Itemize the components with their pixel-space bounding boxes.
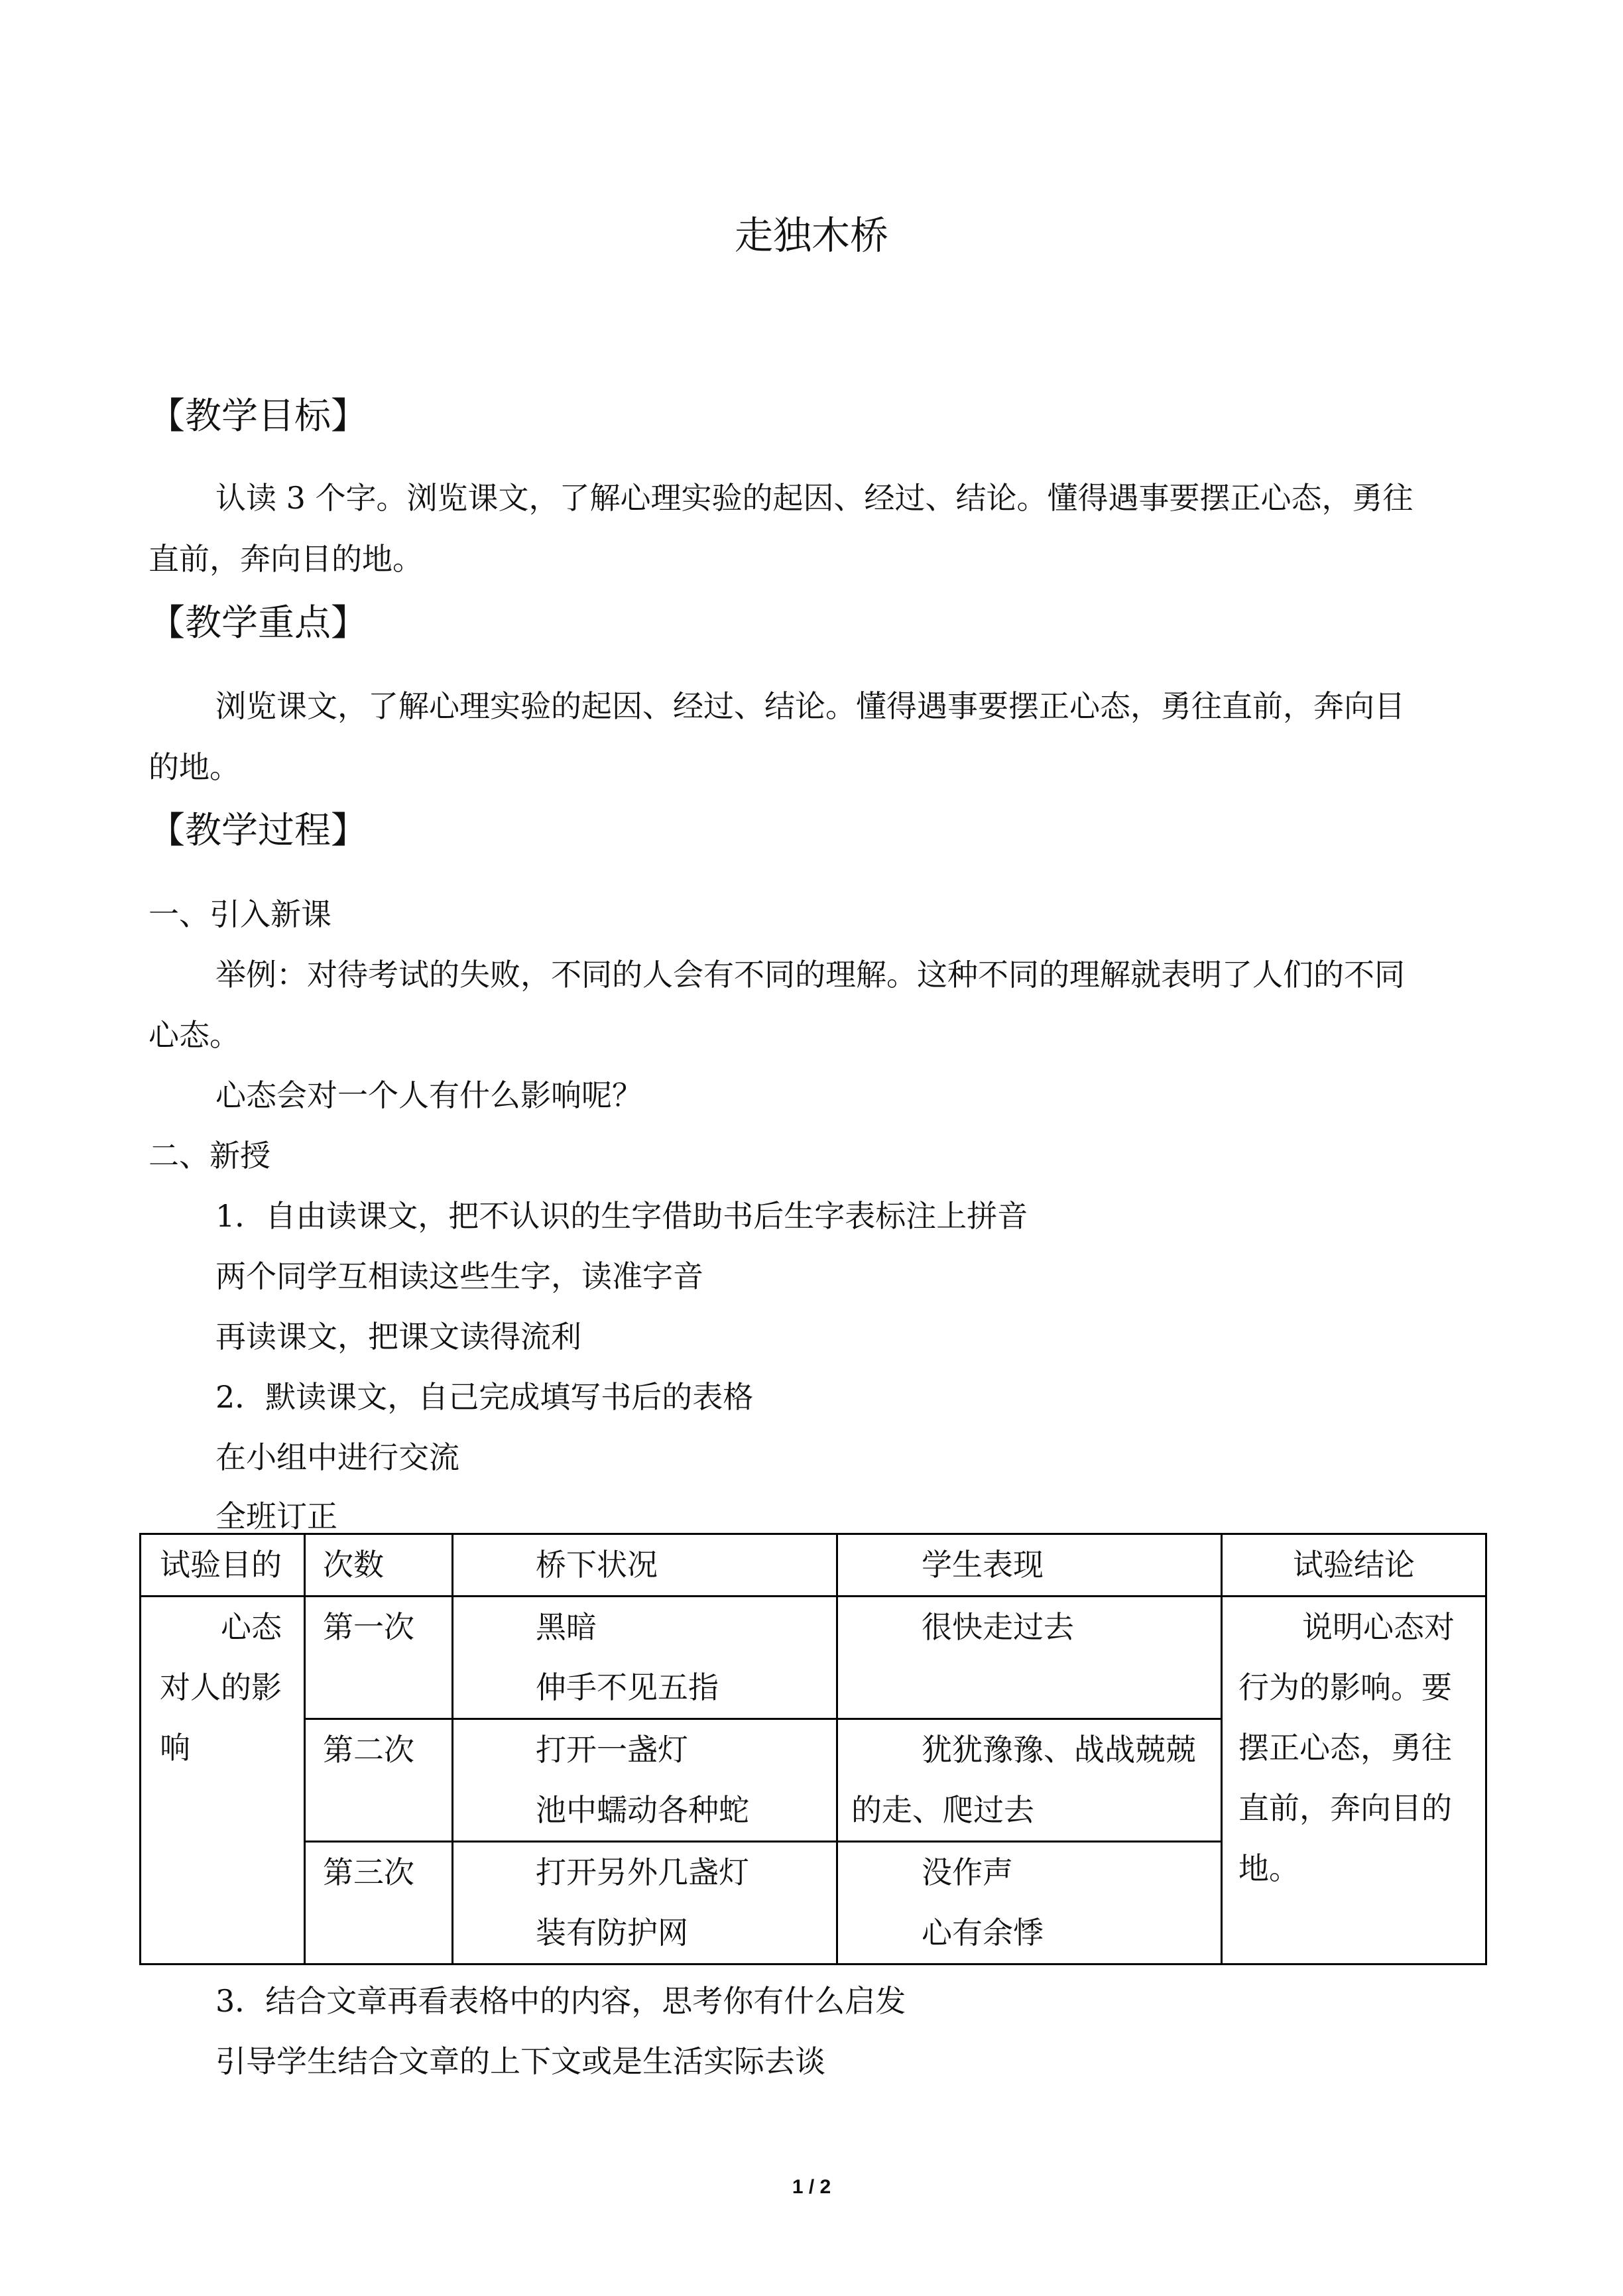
- performance-cell: 很快走过去: [837, 1597, 1222, 1719]
- conclusion-cell: 说明心态对 行为的影响。要 摆正心态，勇往 直前，奔向目的 地。: [1222, 1597, 1486, 1964]
- header-cell: 试验结论: [1222, 1534, 1486, 1597]
- example-line2: 心态。: [149, 1017, 240, 1053]
- key-heading: 【教学重点】: [149, 601, 368, 644]
- goal-text-line2: 直前，奔向目的地。: [149, 541, 423, 577]
- header-cell: 试验目的: [141, 1534, 305, 1597]
- step2-sub-a: 在小组中进行交流: [215, 1439, 459, 1475]
- page-number: 1 / 2: [792, 2176, 831, 2198]
- step2-sub-b: 全班订正: [215, 1498, 337, 1534]
- performance-cell: 犹犹豫豫、战战兢兢 的走、爬过去: [837, 1719, 1222, 1842]
- purpose-cell: 心态 对人的影 响: [141, 1597, 305, 1964]
- step2-line: 2．默读课文，自己完成填写书后的表格: [215, 1379, 754, 1415]
- step3-line: 3．结合文章再看表格中的内容，思考你有什么启发: [215, 1983, 906, 2019]
- header-cell: 次数: [305, 1534, 453, 1597]
- key-text-line1: 浏览课文，了解心理实验的起因、经过、结论。懂得遇事要摆正心态，勇往直前，奔向目: [215, 688, 1405, 724]
- count-cell: 第二次: [305, 1719, 453, 1842]
- header-cell: 桥下状况: [453, 1534, 837, 1597]
- key-text-line2: 的地。: [149, 749, 240, 785]
- question-line: 心态会对一个人有什么影响呢？: [215, 1077, 642, 1113]
- header-cell: 学生表现: [837, 1534, 1222, 1597]
- table-row: [141, 1597, 1486, 1719]
- part2-heading: 二、新授: [149, 1138, 270, 1174]
- count-cell: 第三次: [305, 1842, 453, 1964]
- step1-sub-b: 再读课文，把课文读得流利: [215, 1319, 581, 1355]
- step1-line: 1．自由读课文，把不认识的生字借助书后生字表标注上拼音: [215, 1198, 1028, 1234]
- bridge-cell: 打开一盏灯 池中蠕动各种蛇: [453, 1719, 837, 1842]
- experiment-table: [139, 1533, 1487, 1965]
- table-header-row: [141, 1534, 1486, 1597]
- step1-sub-a: 两个同学互相读这些生字，读准字音: [215, 1258, 703, 1294]
- performance-cell: 没作声 心有余悸: [837, 1842, 1222, 1964]
- bridge-cell: 黑暗 伸手不见五指: [453, 1597, 837, 1719]
- example-line1: 举例：对待考试的失败，不同的人会有不同的理解。这种不同的理解就表明了人们的不同: [215, 957, 1405, 993]
- part1-heading: 一、引入新课: [149, 896, 331, 932]
- page-title: 走独木桥: [734, 213, 888, 258]
- process-heading: 【教学过程】: [149, 809, 368, 851]
- step3-sub-a: 引导学生结合文章的上下文或是生活实际去谈: [215, 2043, 825, 2079]
- goal-heading: 【教学目标】: [149, 394, 368, 437]
- bridge-cell: 打开另外几盏灯 装有防护网: [453, 1842, 837, 1964]
- goal-text-line1: 认读 3 个字。浏览课文，了解心理实验的起因、经过、结论。懂得遇事要摆正心态，勇往: [215, 480, 1413, 516]
- count-cell: 第一次: [305, 1597, 453, 1719]
